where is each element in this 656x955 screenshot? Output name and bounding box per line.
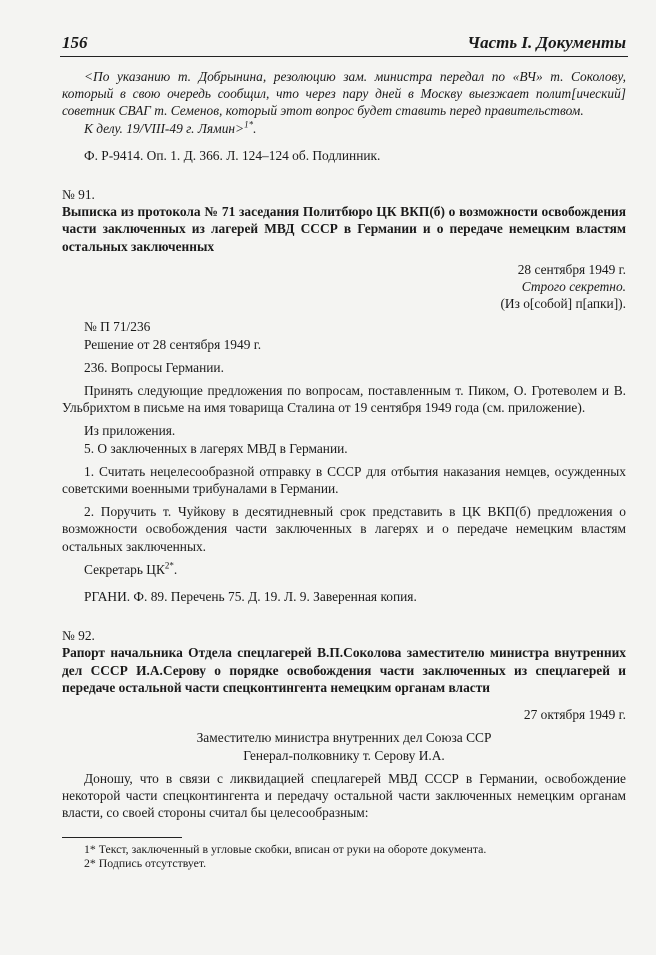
footnote-ref-2: 2* xyxy=(164,560,174,571)
note-file-reference xyxy=(62,120,626,137)
footnote-2: 2* Подпись отсутствует. xyxy=(84,856,207,871)
doc92-title: Рапорт начальника Отдела спецлагерей В.П.Соколова заместителю министра внутренних дел СССР И.А.Серову о порядке освобождения части заключенных из спецлагерей и передаче остальной части спецконтингента немецким органам власти xyxy=(62,645,626,695)
doc91-appendix-label: Из приложения. xyxy=(84,423,176,439)
doc91-folder: (Из о[собой] п[апки]). xyxy=(500,296,626,312)
doc91-section-5: 5. О заключенных в лагерях МВД в Германии. xyxy=(84,440,348,456)
doc92-number: № 92. xyxy=(62,628,95,644)
doc92-body: Доношу, что в связи с ликвидацией спецлагерей МВД СССР в Германии, освобождение некоторой части спецконтингента и передачу остальной части заключенных немецким органам власти, со своей стороны считал бы целесообразным: xyxy=(62,770,626,821)
doc91-paragraph-1: Принять следующие предложения по вопросам, поставленным т. Пиком, О. Гротеволем и В. Ульбрихтом в письме на имя товарища Сталина от 19 сентября 1949 года (см. приложение). xyxy=(62,383,626,416)
secretary-text: Секретарь ЦК xyxy=(84,561,165,577)
page-content xyxy=(62,68,626,870)
doc91-date: 28 сентября 1949 г. xyxy=(517,261,626,277)
page-header xyxy=(62,33,626,53)
doc92-addressee-line-2: Генерал-полковнику т. Серову И.А. xyxy=(243,747,445,763)
note-file-text: К делу. 19/VIII-49 г. Лямин> xyxy=(84,120,245,136)
doc91-title: Выписка из протокола № 71 заседания Политбюро ЦК ВКП(б) о возможности освобождения части заключенных из лагерей МВД СССР в Германии и о передаче немецким властям остальных заключенных xyxy=(62,204,626,254)
page-number: 156 xyxy=(62,33,88,52)
archive-reference-91: РГАНИ. Ф. 89. Перечень 75. Д. 19. Л. 9. Заверенная копия. xyxy=(84,589,417,605)
doc91-decision: Решение от 28 сентября 1949 г. xyxy=(84,336,262,352)
footnote-1: 1* Текст, заключенный в угловые скобки, вписан от руки на обороте документа. xyxy=(84,842,487,857)
running-title: Часть I. Документы xyxy=(467,33,626,52)
footnote-ref-1: 1* xyxy=(244,119,254,130)
doc92-date: 27 октября 1949 г. xyxy=(523,707,626,723)
doc91-section-5-1: 1. Считать нецелесообразной отправку в СССР для отбытия наказания немцев, осужденных советскими военными трибуналами в Германии. xyxy=(62,463,626,497)
doc92-addressee-line-1: Заместителю министра внутренних дел Союза ССР xyxy=(196,730,492,746)
doc91-item: 236. Вопросы Германии. xyxy=(84,359,224,375)
doc91-section-5-2: 2. Поручить т. Чуйкову в десятидневный срок представить в ЦК ВКП(б) предложения о возможности освобождения части заключенных в лагерях и о передаче немецким властям остальных заключенных. xyxy=(62,504,626,554)
doc91-number: № 91. xyxy=(62,187,95,203)
doc91-secretary xyxy=(62,561,626,578)
footnote-rule xyxy=(62,837,182,838)
note-file-end: . xyxy=(253,120,257,136)
doc91-protocol-number: № П 71/236 xyxy=(84,319,151,335)
header-rule xyxy=(60,56,628,57)
archive-reference-90: Ф. Р-9414. Оп. 1. Д. 366. Л. 124–124 об. Подлинник. xyxy=(84,147,381,163)
secretary-end: . xyxy=(173,561,178,577)
doc91-secrecy: Строго секретно. xyxy=(521,279,626,295)
handwritten-note: <По указанию т. Добрынина, резолюцию зам. министра передал по «ВЧ» т. Соколову, который в свою очередь сообщил, что через пару дней в Москву выезжает полит[ический] советник СВАГ т. Семенов, который этот вопрос будет ставить перед правительством. xyxy=(62,69,626,119)
